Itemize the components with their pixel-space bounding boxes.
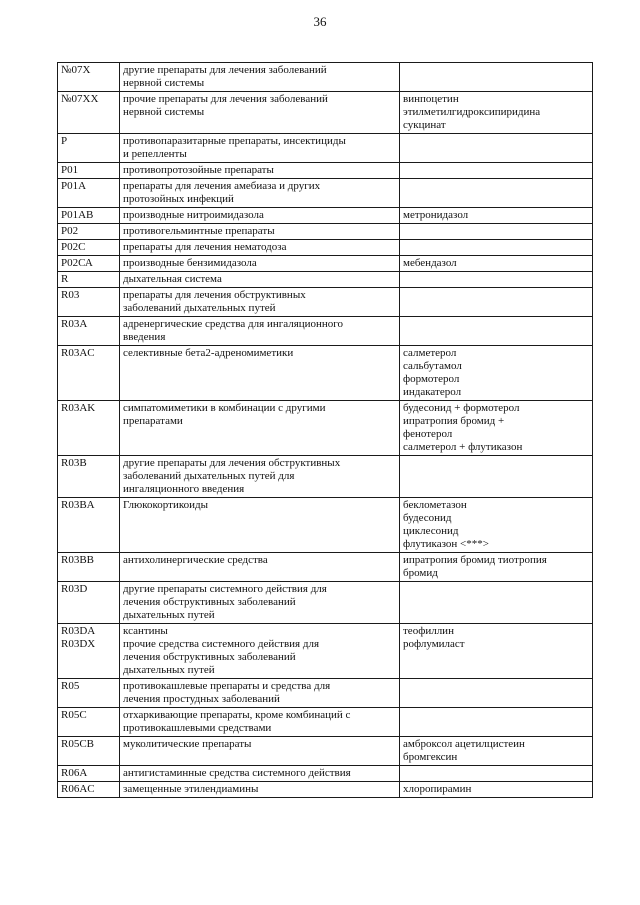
- atc-code-line: R06AC: [61, 783, 95, 795]
- atc-code-cell: [58, 708, 120, 737]
- drug-names-cell: [400, 208, 593, 224]
- description-line: Глюкокортикоиды: [123, 499, 209, 511]
- table-row: [58, 134, 593, 163]
- drug-names-cell: [400, 256, 593, 272]
- drug-names-line: циклесонид: [403, 525, 459, 537]
- drug-names-line: рофлумиласт: [403, 638, 465, 650]
- atc-code-line: R03B: [61, 457, 87, 469]
- table-row: [58, 766, 593, 782]
- atc-code-cell: [58, 553, 120, 582]
- description-cell: [120, 456, 400, 498]
- atc-code-line: Р01АВ: [61, 209, 94, 221]
- atc-code-line: R05: [61, 680, 80, 692]
- description-line: прочие препараты для лечения заболеваний: [123, 93, 328, 105]
- description-cell: [120, 624, 400, 679]
- description-line: антихолинергические средства: [123, 554, 268, 566]
- page-number: 36: [313, 14, 327, 29]
- description-line: дыхательных путей: [123, 609, 215, 621]
- description-cell: [120, 240, 400, 256]
- atc-code-line: Р: [61, 135, 68, 147]
- drug-names-line: бромгексин: [403, 751, 458, 763]
- drug-names-cell: [400, 179, 593, 208]
- atc-code-line: R06A: [61, 767, 88, 779]
- description-line: отхаркивающие препараты, кроме комбинаций с: [123, 709, 351, 721]
- description-line: протозойных инфекций: [123, 193, 234, 205]
- atc-code-line: Р01: [61, 164, 79, 176]
- drug-names-line: метронидазол: [403, 209, 469, 221]
- table-row: [58, 624, 593, 679]
- drug-names-line: этилметилгидроксипиридина: [403, 106, 541, 118]
- description-line: другие препараты системного действия для: [123, 583, 327, 595]
- description-line: нервной системы: [123, 106, 205, 118]
- table-row: [58, 317, 593, 346]
- drug-names-cell: [400, 679, 593, 708]
- description-line: производные нитроимидазола: [123, 209, 264, 221]
- description-line: ксантины: [123, 625, 168, 637]
- description-line: противопаразитарные препараты, инсектициды: [123, 135, 346, 147]
- atc-code-line: Р02: [61, 225, 79, 237]
- atc-code-cell: [58, 272, 120, 288]
- description-line: ингаляционного введения: [123, 483, 245, 495]
- atc-code-line: Р01А: [61, 180, 87, 192]
- description-line: нервной системы: [123, 77, 205, 89]
- atc-code-cell: [58, 401, 120, 456]
- atc-code-cell: [58, 224, 120, 240]
- table-row: [58, 456, 593, 498]
- description-line: антигистаминные средства системного действия: [123, 767, 351, 779]
- description-line: адренергические средства для ингаляционного: [123, 318, 344, 330]
- drug-names-line: амброксол ацетилцистеин: [403, 738, 525, 750]
- table-row: [58, 256, 593, 272]
- atc-code-cell: [58, 63, 120, 92]
- atc-code-line: R03AC: [61, 347, 95, 359]
- description-cell: [120, 63, 400, 92]
- description-cell: [120, 679, 400, 708]
- drug-names-cell: [400, 63, 593, 92]
- table-row: [58, 208, 593, 224]
- atc-code-cell: [58, 679, 120, 708]
- drug-names-line: формотерол: [403, 373, 460, 385]
- description-line: дыхательных путей: [123, 664, 215, 676]
- atc-code-cell: [58, 208, 120, 224]
- drug-names-line: винпоцетин: [403, 93, 459, 105]
- description-cell: [120, 92, 400, 134]
- description-cell: [120, 272, 400, 288]
- drug-names-line: ипратропия бромид тиотропия: [403, 554, 547, 566]
- table-row: [58, 163, 593, 179]
- description-line: лечения обструктивных заболеваний: [123, 651, 296, 663]
- atc-code-cell: [58, 456, 120, 498]
- description-line: заболеваний дыхательных путей: [123, 302, 276, 314]
- table-row: [58, 498, 593, 553]
- table-row: [58, 737, 593, 766]
- atc-code-line: R: [61, 273, 69, 285]
- description-line: препараты для лечения нематодоза: [123, 241, 287, 253]
- description-line: противокашлевыми средствами: [123, 722, 272, 734]
- drug-names-cell: [400, 582, 593, 624]
- description-cell: [120, 317, 400, 346]
- atc-code-line: Р02СА: [61, 257, 93, 269]
- drug-names-line: будесонид + формотерол: [403, 402, 520, 414]
- table-row: [58, 782, 593, 798]
- drug-names-cell: [400, 317, 593, 346]
- atc-code-cell: [58, 498, 120, 553]
- atc-code-cell: [58, 624, 120, 679]
- description-line: противопротозойные препараты: [123, 164, 274, 176]
- description-cell: [120, 401, 400, 456]
- atc-code-cell: [58, 288, 120, 317]
- atc-code-line: R03A: [61, 318, 88, 330]
- atc-code-line: R03AK: [61, 402, 96, 414]
- drug-names-cell: [400, 782, 593, 798]
- drug-names-cell: [400, 456, 593, 498]
- drug-names-line: беклометазон: [403, 499, 467, 511]
- atc-code-line: R03DX: [61, 638, 96, 650]
- table-row: [58, 240, 593, 256]
- drug-names-line: теофиллин: [403, 625, 454, 637]
- drug-names-cell: [400, 346, 593, 401]
- description-line: заболеваний дыхательных путей для: [123, 470, 295, 482]
- drug-names-cell: [400, 737, 593, 766]
- atc-code-line: R03: [61, 289, 80, 301]
- atc-code-cell: [58, 346, 120, 401]
- description-cell: [120, 553, 400, 582]
- description-cell: [120, 208, 400, 224]
- description-line: другие препараты для лечения заболеваний: [123, 64, 327, 76]
- description-line: лечения простудных заболеваний: [123, 693, 280, 705]
- atc-code-cell: [58, 163, 120, 179]
- description-cell: [120, 288, 400, 317]
- description-cell: [120, 782, 400, 798]
- description-line: введения: [123, 331, 166, 343]
- description-cell: [120, 708, 400, 737]
- atc-code-line: Р02С: [61, 241, 86, 253]
- drug-names-cell: [400, 163, 593, 179]
- table-row: [58, 272, 593, 288]
- atc-code-cell: [58, 582, 120, 624]
- description-line: симпатомиметики в комбинации с другими: [123, 402, 326, 414]
- description-cell: [120, 163, 400, 179]
- description-line: прочие средства системного действия для: [123, 638, 320, 650]
- description-line: препаратами: [123, 415, 183, 427]
- table-row: [58, 63, 593, 92]
- drug-names-cell: [400, 240, 593, 256]
- drug-names-line: ипратропия бромид +: [403, 415, 505, 427]
- description-cell: [120, 582, 400, 624]
- description-line: селективные бета2-адреномиметики: [123, 347, 294, 359]
- description-cell: [120, 224, 400, 240]
- atc-code-line: R05CB: [61, 738, 95, 750]
- description-line: другие препараты для лечения обструктивных: [123, 457, 341, 469]
- table-row: [58, 224, 593, 240]
- description-line: дыхательная система: [123, 273, 222, 285]
- atc-code-line: №07ХХ: [61, 93, 99, 105]
- atc-drug-table: [57, 62, 593, 798]
- drug-names-cell: [400, 288, 593, 317]
- atc-code-line: R03BB: [61, 554, 95, 566]
- drug-names-line: бромид: [403, 567, 438, 579]
- description-line: противокашлевые препараты и средства для: [123, 680, 331, 692]
- description-line: препараты для лечения обструктивных: [123, 289, 306, 301]
- drug-names-cell: [400, 708, 593, 737]
- description-line: противогельминтные препараты: [123, 225, 275, 237]
- atc-code-cell: [58, 256, 120, 272]
- atc-code-cell: [58, 179, 120, 208]
- description-cell: [120, 737, 400, 766]
- drug-names-line: индакатерол: [403, 386, 462, 398]
- description-cell: [120, 179, 400, 208]
- atc-code-cell: [58, 737, 120, 766]
- atc-code-cell: [58, 317, 120, 346]
- drug-names-line: салметерол: [403, 347, 457, 359]
- table-row: [58, 288, 593, 317]
- description-cell: [120, 346, 400, 401]
- description-line: замещенные этилендиамины: [123, 783, 259, 795]
- atc-code-cell: [58, 134, 120, 163]
- description-line: муколитические препараты: [123, 738, 252, 750]
- atc-code-line: R03BA: [61, 499, 95, 511]
- drug-names-cell: [400, 766, 593, 782]
- atc-code-line: №07Х: [61, 64, 91, 76]
- atc-code-cell: [58, 92, 120, 134]
- table-row: [58, 346, 593, 401]
- drug-names-line: мебендазол: [403, 257, 457, 269]
- description-line: производные бензимидазола: [123, 257, 257, 269]
- drug-names-cell: [400, 401, 593, 456]
- atc-code-cell: [58, 782, 120, 798]
- table-row: [58, 401, 593, 456]
- drug-names-cell: [400, 134, 593, 163]
- table-row: [58, 708, 593, 737]
- atc-code-line: R03D: [61, 583, 88, 595]
- atc-code-cell: [58, 766, 120, 782]
- table-row: [58, 179, 593, 208]
- table-body: [58, 63, 593, 798]
- description-line: лечения обструктивных заболеваний: [123, 596, 296, 608]
- drug-names-cell: [400, 553, 593, 582]
- drug-names-line: фенотерол: [403, 428, 453, 440]
- atc-code-cell: [58, 240, 120, 256]
- drug-names-line: хлоропирамин: [403, 783, 472, 795]
- table-row: [58, 582, 593, 624]
- atc-code-line: R05C: [61, 709, 87, 721]
- atc-code-line: R03DA: [61, 625, 96, 637]
- description-cell: [120, 766, 400, 782]
- drug-names-cell: [400, 92, 593, 134]
- drug-names-cell: [400, 272, 593, 288]
- drug-names-line: сукцинат: [403, 119, 446, 131]
- description-cell: [120, 256, 400, 272]
- description-cell: [120, 134, 400, 163]
- table-row: [58, 92, 593, 134]
- description-cell: [120, 498, 400, 553]
- table-row: [58, 553, 593, 582]
- drug-names-cell: [400, 498, 593, 553]
- drug-names-cell: [400, 224, 593, 240]
- drug-names-line: флутиказон <***>: [403, 538, 489, 550]
- drug-names-cell: [400, 624, 593, 679]
- drug-names-line: будесонид: [403, 512, 452, 524]
- drug-names-line: сальбутамол: [403, 360, 462, 372]
- description-line: препараты для лечения амебиаза и других: [123, 180, 321, 192]
- description-line: и репелленты: [123, 148, 187, 160]
- drug-names-line: салметерол + флутиказон: [403, 441, 523, 453]
- table-row: [58, 679, 593, 708]
